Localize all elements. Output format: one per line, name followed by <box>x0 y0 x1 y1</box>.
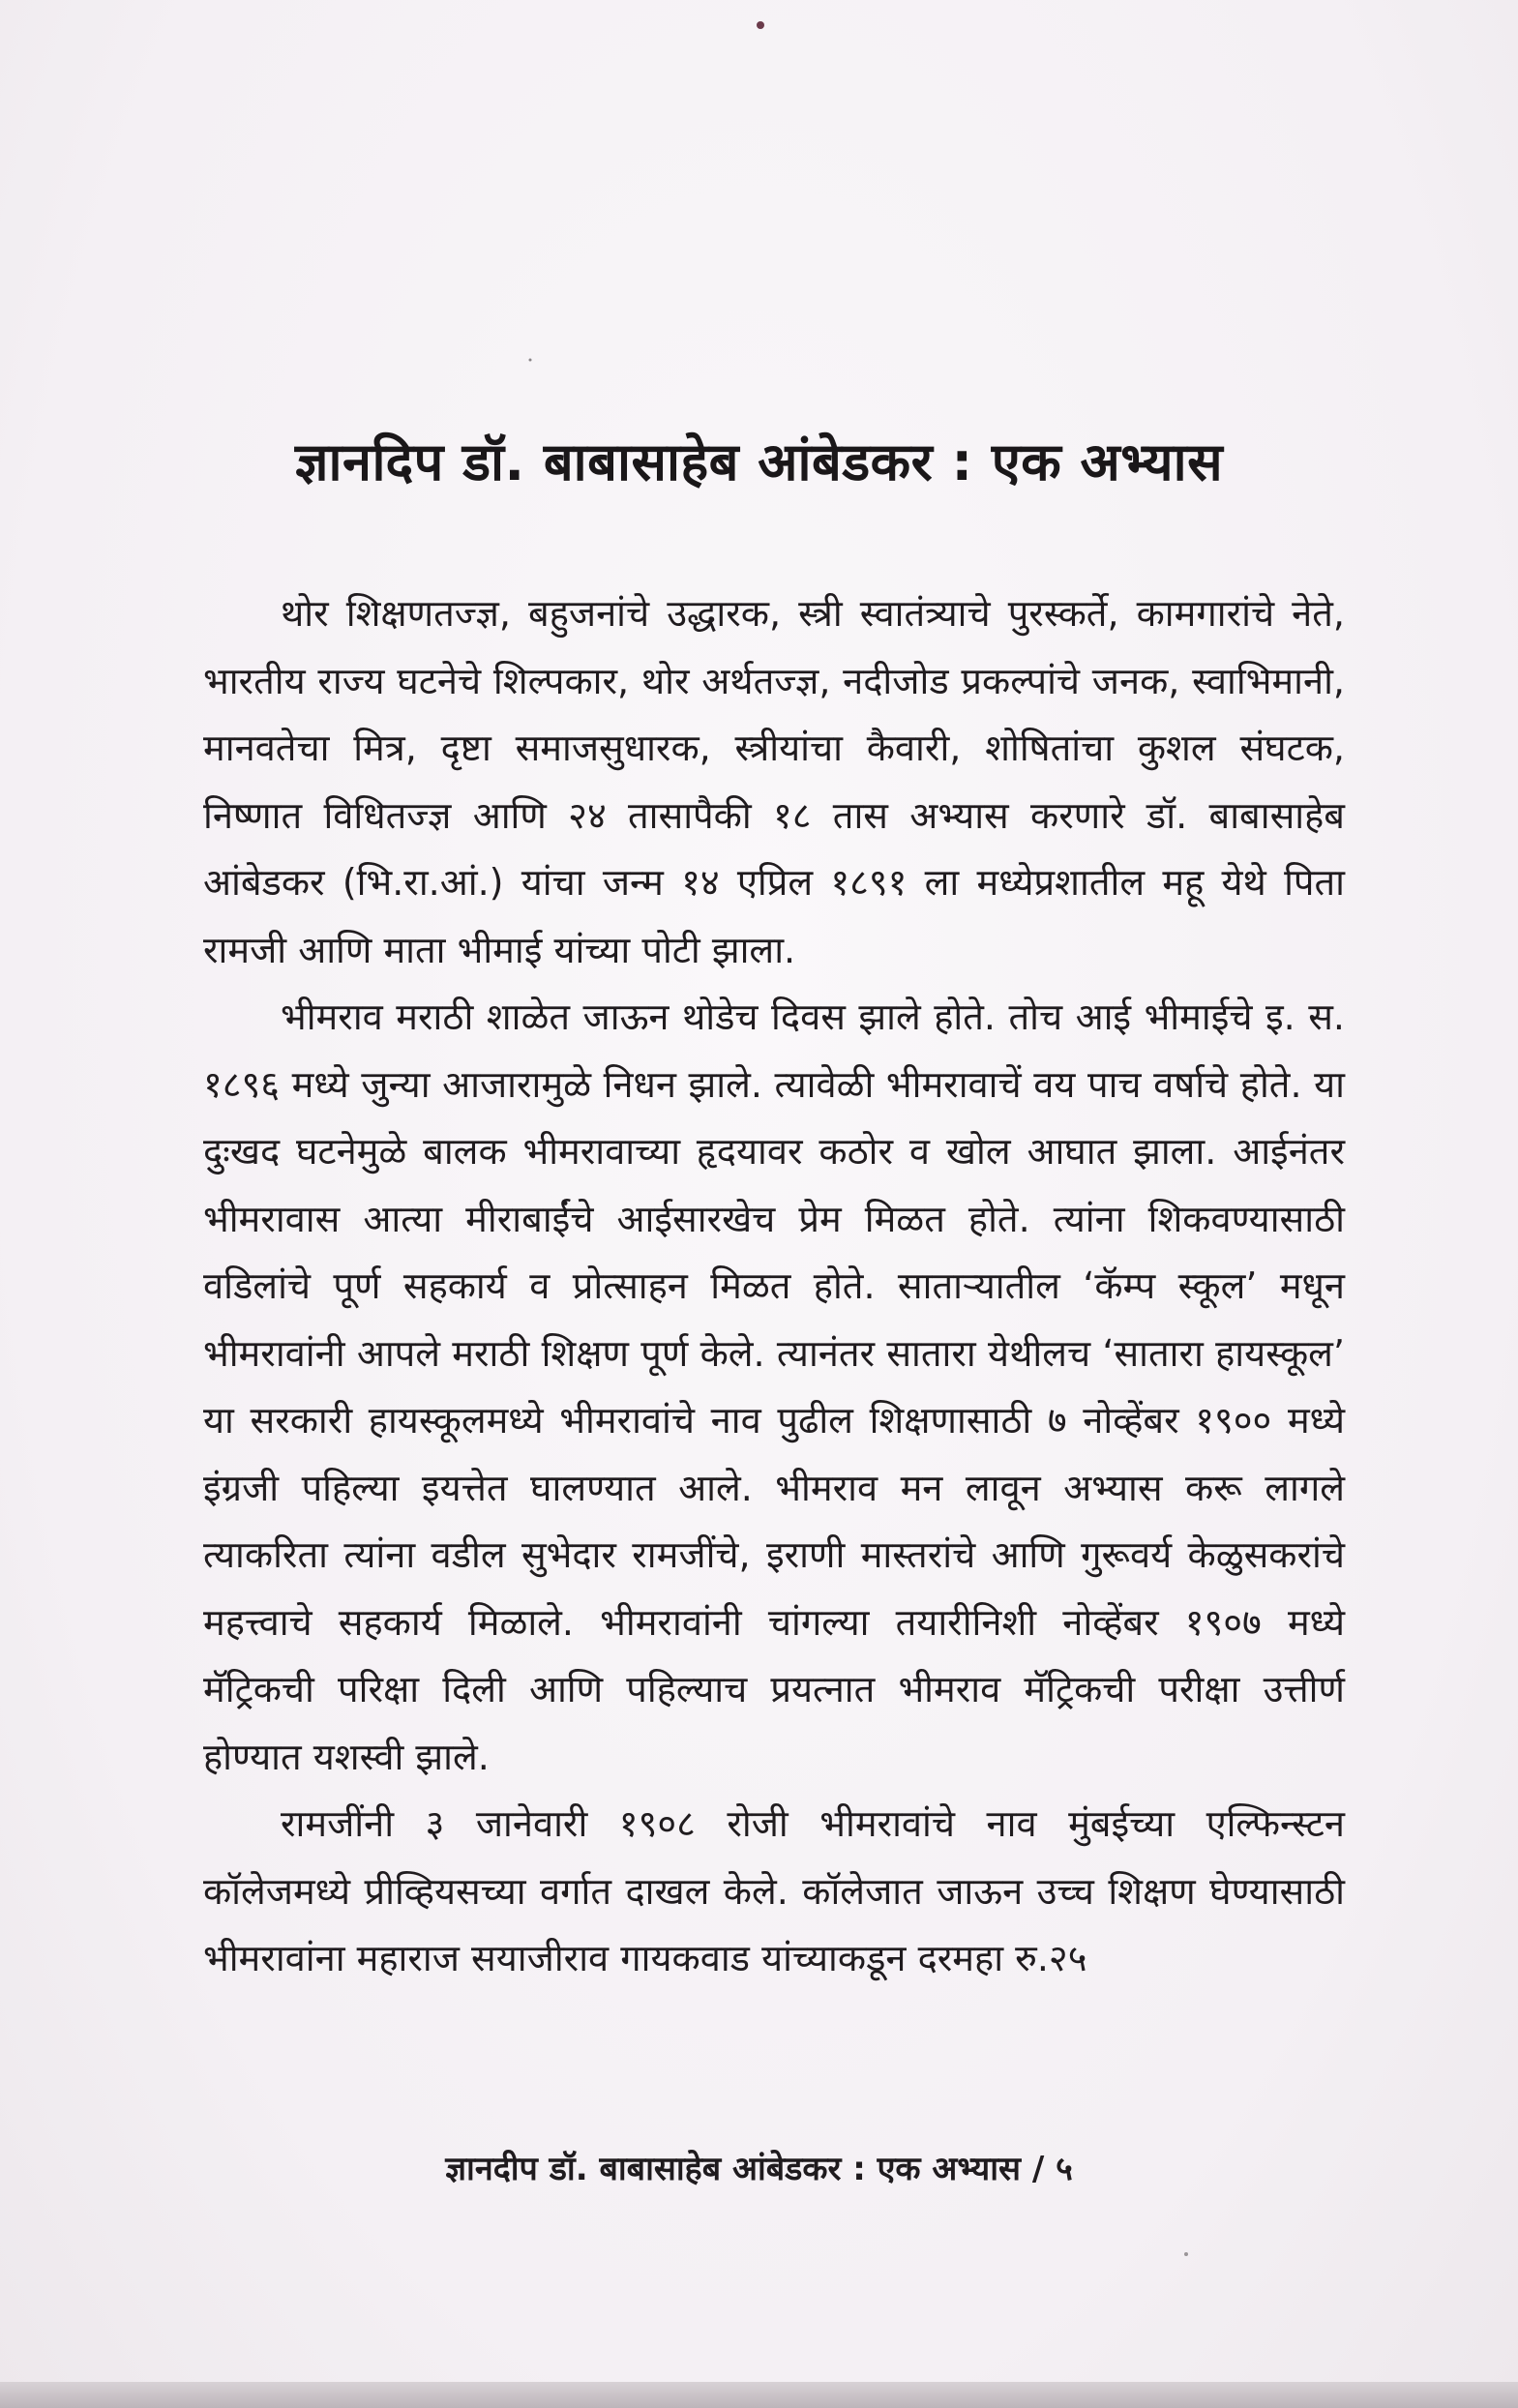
page-footer: ज्ञानदीप डॉ. बाबासाहेब आंबेडकर : एक अभ्यास / ५ <box>445 2150 1073 2188</box>
paragraph-1: थोर शिक्षणतज्ज्ञ, बहुजनांचे उद्धारक, स्त्री स्वातंत्र्याचे पुरस्कर्ते, कामगारांचे नेते, भारतीय राज्य घटनेचे शिल्पकार, थोर अर्थतज्ज्ञ, नदीजोड प्रकल्पांचे जनक, स्वाभिमानी, मानवतेचा मित्र, दृष्टा समाजसुधारक, स्त्रीयांचा कैवारी, शोषितांचा कुशल संघटक, निष्णात विधितज्ज्ञ आणि २४ तासापैकी १८ तास अभ्यास करणारे डॉ. बाबासाहेब आंबेडकर (भि.रा.आं.) यांचा जन्म १४ एप्रिल १८९१ ला मध्येप्रशातील महू येथे पिता रामजी आणि माता भीमाई यांच्या पोटी झाला. <box>203 592 1345 971</box>
ink-speck <box>757 21 764 29</box>
body-text <box>203 580 1345 1993</box>
paragraph-2: भीमराव मराठी शाळेत जाऊन थोडेच दिवस झाले होते. तोच आई भीमाईचे इ. स. १८९६ मध्ये जुन्या आजारामुळे निधन झाले. त्यावेळी भीमरावाचें वय पाच वर्षाचे होते. या दुःखद घटनेमुळे बालक भीमरावाच्या हृदयावर कठोर व खोल आघात झाला. आईनंतर भीमरावास आत्या मीराबाईंचे आईसारखेच प्रेम मिळत होते. त्यांना शिकवण्यासाठी वडिलांचे पूर्ण सहकार्य व प्रोत्साहन मिळत होते. साताऱ्यातील ‘कॅम्प स्कूल’ मधून भीमरावांनी आपले मराठी शिक्षण पूर्ण केले. त्यानंतर सातारा येथीलच ‘सातारा हायस्कूल’ या सरकारी हायस्कूलमध्ये भीमरावांचे नाव पुढील शिक्षणासाठी ७ नोव्हेंबर १९०० मध्ये इंग्रजी पहिल्या इयत्तेत घालण्यात आले. भीमराव मन लावून अभ्यास करू लागले त्याकरिता त्यांना वडील सुभेदार रामजींचे, इराणी मास्तरांचे आणि गुरूवर्य केळुसकरांचे महत्त्वाचे सहकार्य मिळाले. भीमरावांनी चांगल्या तयारीनिशी नोव्हेंबर १९०७ मध्ये मॅट्रिकची परिक्षा दिली आणि पहिल्याच प्रयत्नात भीमराव मॅट्रिकची परीक्षा उत्तीर्ण होण्यात यशस्वी झाले. <box>203 996 1345 1778</box>
paragraph-3: रामजींनी ३ जानेवारी १९०८ रोजी भीमरावांचे नाव मुंबईच्या एल्फिन्स्टन कॉलेजमध्ये प्रीव्हियसच्या वर्गात दाखल केले. कॉलेजात जाऊन उच्च शिक्षण घेण्यासाठी भीमरावांना महाराज सयाजीराव गायकवाड यांच्याकडून दरमहा रु.२५ <box>203 1802 1345 1979</box>
ink-speck <box>529 359 532 362</box>
page-title: ज्ञानदिप डॉ. बाबासाहेब आंबेडकर : एक अभ्यास <box>294 431 1224 492</box>
page-edge <box>0 2382 1518 2408</box>
ink-speck <box>1184 2252 1188 2256</box>
